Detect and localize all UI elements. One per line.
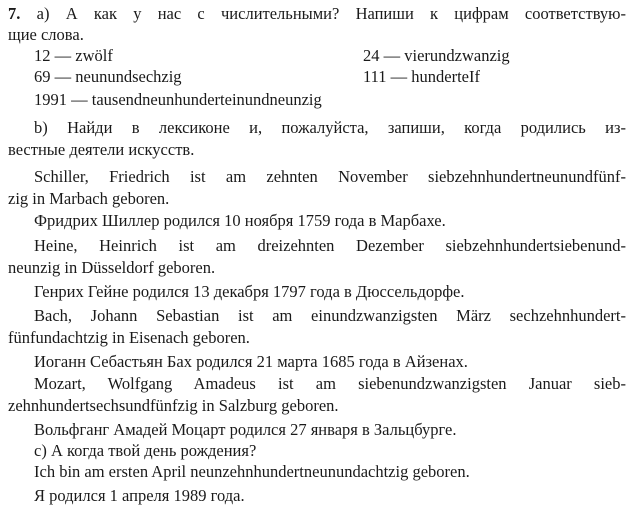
number-pair-1991 — [34, 90, 322, 110]
artist-de-line2: neunzig in Düsseldorf geboren. — [8, 258, 216, 277]
number-digits: 111 — [363, 67, 387, 86]
number-word: zwölf — [75, 46, 113, 65]
task-b-line2: вестные деятели искусств. — [8, 140, 195, 159]
dash: — — [67, 90, 92, 109]
number-digits: 1991 — [34, 90, 67, 109]
exercise-title-text: а) А как у нас с числительными? Напиши к цифрам соответствую- — [36, 4, 626, 23]
artist-ru-line: Вольфганг Амадей Моцарт родился 27 января в Зальцбурге. — [34, 420, 457, 439]
number-pair-24 — [363, 46, 510, 66]
number-digits: 69 — [34, 67, 51, 86]
number-pair-12 — [34, 46, 113, 66]
artist-ru-line: Генрих Гейне родился 13 декабря 1797 года в Дюссельдорфе. — [34, 282, 465, 301]
number-pair-111 — [363, 67, 480, 87]
artist-ru-line: Фридрих Шиллер родился 10 ноября 1759 года в Марбахе. — [34, 211, 446, 230]
task-c-question: с) А когда твой день рождения? — [34, 441, 257, 460]
task-c-answer-de: Ich bin am ersten April neunzehnhundertneunundachtzig geboren. — [34, 462, 470, 481]
exercise-number: 7. — [8, 4, 21, 23]
task-c-answer-ru: Я родился 1 апреля 1989 года. — [34, 486, 245, 505]
number-word: hunderteIf — [411, 67, 480, 86]
number-pair-69 — [34, 67, 182, 87]
artist-de-line1: Heine, Heinrich ist am dreizehnten Dezember siebzehnhundertsiebenund- — [34, 236, 626, 255]
artist-de-line1: Bach, Johann Sebastian ist am einundzwanzigsten März sechzehnhundert- — [34, 306, 626, 325]
artist-ru-line: Иоганн Себастьян Бах родился 21 марта 1685 года в Айзенах. — [34, 352, 468, 371]
number-word: neunundsechzig — [75, 67, 182, 86]
exercise-title-line2: щие слова. — [8, 25, 84, 44]
artist-de-line2: zig in Marbach geboren. — [8, 189, 170, 208]
number-word: tausendneunhunderteinundneunzig — [91, 90, 322, 109]
dash: — — [50, 46, 76, 65]
artist-de-line1: Schiller, Friedrich ist am zehnten November siebzehnhundertneunundfünf- — [34, 167, 626, 186]
number-word: vierundzwanzig — [404, 46, 510, 65]
dash: — — [386, 67, 412, 86]
number-digits: 12 — [34, 46, 51, 65]
exercise-title-line1 — [8, 4, 626, 24]
dash: — — [50, 67, 76, 86]
number-digits: 24 — [363, 46, 380, 65]
artist-de-line1: Mozart, Wolfgang Amadeus ist am siebenundzwanzigsten Januar sieb- — [34, 374, 626, 393]
task-b-line1: b) Найди в лексиконе и, пожалуйста, запиши, когда родились из- — [34, 118, 626, 137]
artist-de-line2: fünfundachtzig in Eisenach geboren. — [8, 328, 250, 347]
artist-de-line2: zehnhundertsechsundfünfzig in Salzburg geboren. — [8, 396, 339, 415]
dash: — — [379, 46, 405, 65]
